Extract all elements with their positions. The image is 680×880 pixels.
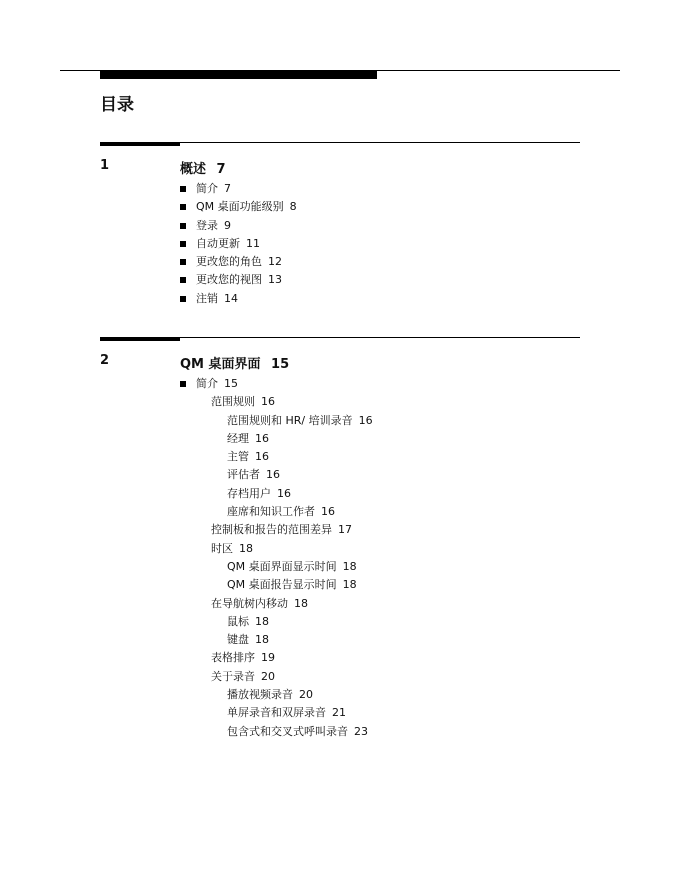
toc-entry[interactable] (180, 393, 373, 411)
toc-entry-page: 16 (255, 450, 269, 464)
toc-entry[interactable] (180, 375, 373, 393)
toc-entry-page: 18 (342, 559, 357, 573)
toc-entry-page: 16 (321, 505, 335, 519)
toc-entry-page: 19 (261, 651, 275, 665)
toc-entry-page: 11 (246, 236, 260, 250)
toc-entry-page: 8 (289, 200, 297, 214)
chapter-number: 2 (100, 353, 110, 368)
toc-entry[interactable] (180, 595, 373, 613)
toc-entry-page: 18 (342, 578, 357, 592)
toc-entry[interactable] (180, 704, 373, 722)
toc-entry-text: 单屏录音和双屏录音 (227, 706, 326, 720)
toc-entry-text: 鼠标 (227, 614, 249, 628)
toc-entry-text: 评估者 (227, 468, 260, 482)
chapter-number: 1 (100, 158, 110, 173)
bullet-square-icon (180, 259, 186, 265)
bullet-square-icon (180, 223, 186, 229)
toc-entry-page: 23 (354, 724, 368, 738)
toc-entries (180, 375, 373, 741)
toc-entry[interactable] (180, 613, 373, 631)
toc-entry[interactable] (180, 235, 297, 253)
chapter-bar (100, 143, 180, 146)
toc-entry-text: 控制板和报告的范围差异 (211, 523, 332, 537)
toc-entry-page: 12 (268, 255, 282, 269)
toc-entry-text: 表格排序 (211, 651, 255, 665)
bullet-square-icon (180, 277, 186, 283)
toc-entry-text: 简介 (196, 182, 218, 195)
toc-entry-page: 18 (255, 614, 269, 628)
bullet-square-icon (180, 241, 186, 247)
toc-entry-page: 16 (266, 468, 280, 482)
toc-entry-text: 包含式和交叉式呼叫录音 (227, 724, 348, 738)
toc-entry[interactable] (180, 180, 297, 198)
toc-entry-page: 18 (239, 541, 253, 555)
toc-entry-text: QM 桌面界面显示时间 (227, 559, 337, 573)
toc-entry[interactable] (180, 540, 373, 558)
toc-entry-text: 键盘 (227, 633, 249, 647)
toc-entry-page: 9 (224, 218, 231, 232)
toc-entry[interactable] (180, 723, 373, 741)
toc-entry[interactable] (180, 485, 373, 503)
toc-entry[interactable] (180, 466, 373, 484)
toc-entry[interactable] (180, 631, 373, 649)
toc-entry-page: 20 (299, 688, 313, 702)
toc-entry[interactable] (180, 503, 373, 521)
toc-entry[interactable] (180, 430, 373, 448)
toc-entry-page: 16 (255, 431, 269, 445)
toc-entry-text: 经理 (227, 431, 249, 445)
toc-entry[interactable] (180, 198, 297, 216)
toc-entry-page: 14 (224, 291, 238, 305)
bullet-square-icon (180, 381, 186, 387)
toc-entry[interactable] (180, 290, 297, 308)
toc-entry[interactable] (180, 448, 373, 466)
toc-entry-page: 7 (224, 182, 231, 195)
toc-entry[interactable] (180, 217, 297, 235)
toc-entry[interactable] (180, 576, 373, 594)
toc-entry[interactable] (180, 521, 373, 539)
toc-entry-text: 座席和知识工作者 (227, 505, 315, 519)
toc-entry-page: 15 (224, 377, 238, 390)
toc-entry-text: 在导航树内移动 (211, 596, 288, 610)
toc-entry-text: 播放视频录音 (227, 688, 293, 702)
toc-entry-page: 20 (261, 669, 275, 683)
bullet-square-icon (180, 296, 186, 302)
toc-entry[interactable] (180, 412, 373, 430)
toc-entry-page: 16 (358, 413, 373, 427)
toc-entry-text: 简介 (196, 377, 218, 390)
toc-entries (180, 180, 297, 308)
chapter-bar (100, 338, 180, 341)
toc-entry-text: 更改您的视图 (196, 273, 262, 287)
toc-entry-page: 18 (255, 633, 269, 647)
header-bar (100, 71, 377, 79)
toc-entry-page: 17 (338, 523, 352, 537)
toc-entry-text: 范围规则 (211, 395, 255, 409)
toc-entry-text: 存档用户 (227, 486, 271, 500)
toc-entry-text: 登录 (196, 218, 218, 232)
chapter-title: QM 桌面界面 (180, 357, 261, 372)
chapter-title-link[interactable] (180, 158, 226, 177)
toc-entry-text: 更改您的角色 (196, 255, 262, 269)
toc-entry-page: 16 (261, 395, 275, 409)
toc-entry-text: 范围规则和 HR/ 培训录音 (227, 413, 353, 427)
toc-entry[interactable] (180, 668, 373, 686)
toc-entry-text: 关于录音 (211, 669, 255, 683)
chapter-page: 7 (216, 162, 226, 177)
toc-entry-page: 16 (277, 486, 291, 500)
page-title: 目录 (100, 95, 134, 115)
chapter-title-link[interactable] (180, 353, 289, 372)
toc-entry[interactable] (180, 686, 373, 704)
toc-entry-text: 时区 (211, 541, 233, 555)
toc-entry-text: QM 桌面功能级别 (196, 200, 284, 214)
toc-entry-page: 18 (294, 596, 308, 610)
bullet-square-icon (180, 186, 186, 192)
toc-entry[interactable] (180, 253, 297, 271)
chapter-page: 15 (271, 357, 290, 372)
chapter-title: 概述 (180, 162, 207, 177)
toc-entry-text: 主管 (227, 450, 249, 464)
toc-entry[interactable] (180, 271, 297, 289)
bullet-square-icon (180, 204, 186, 210)
toc-entry-page: 21 (332, 706, 346, 720)
toc-entry-text: 自动更新 (196, 236, 240, 250)
toc-entry-page: 13 (268, 273, 282, 287)
toc-entry[interactable] (180, 649, 373, 667)
toc-entry-text: QM 桌面报告显示时间 (227, 578, 337, 592)
toc-entry[interactable] (180, 558, 373, 576)
toc-entry-text: 注销 (196, 291, 218, 305)
